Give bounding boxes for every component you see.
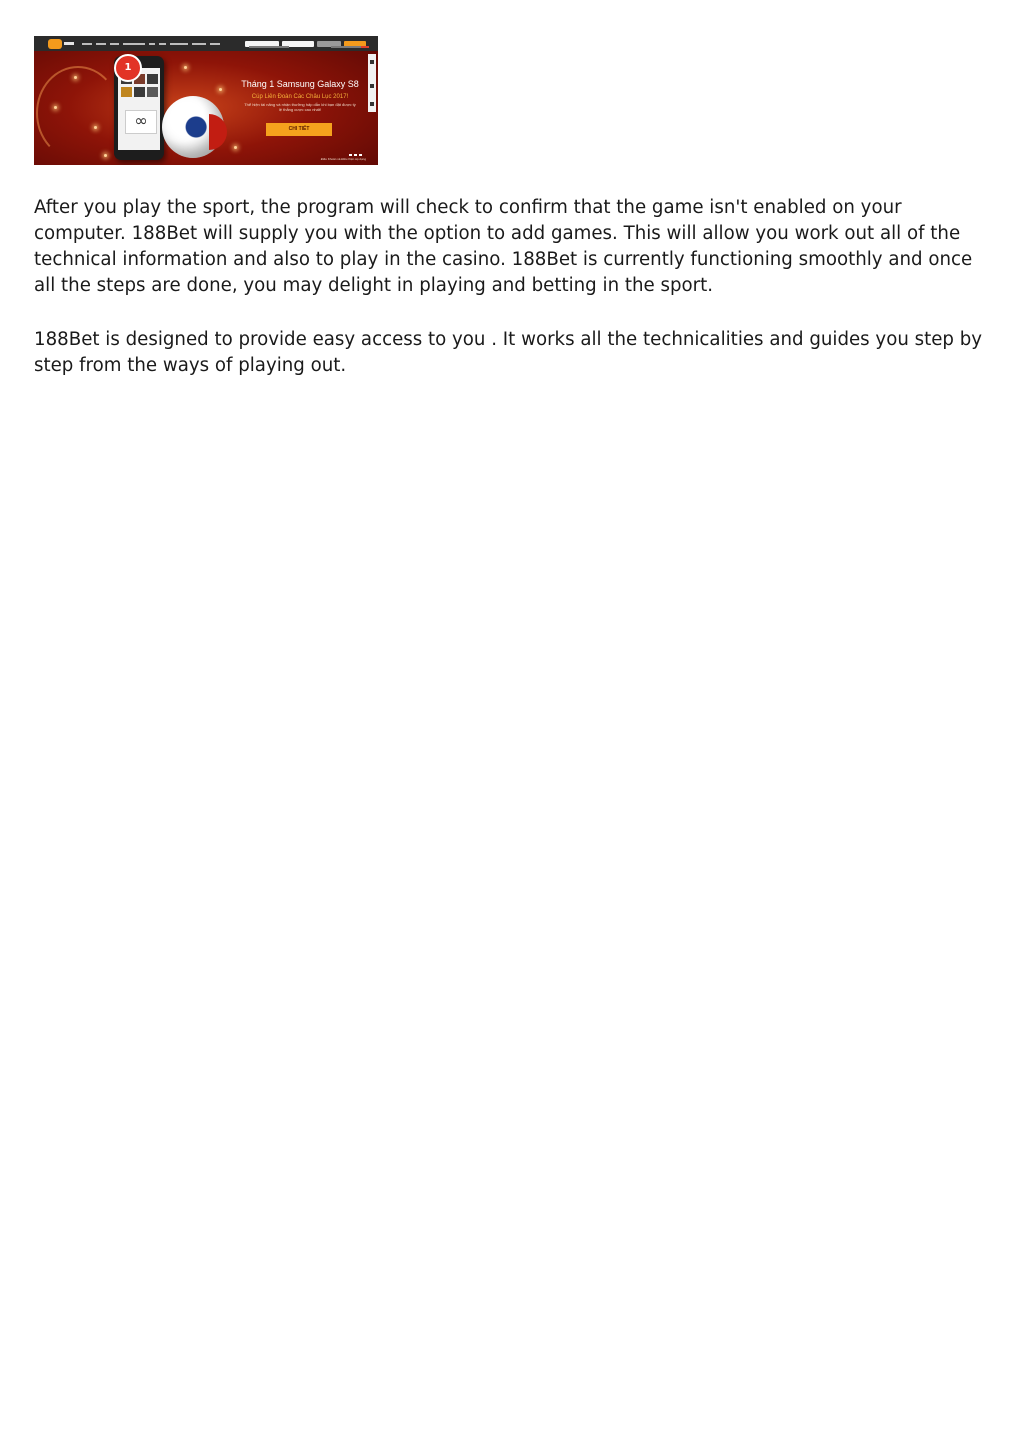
side-rail-icon: [370, 60, 374, 64]
decorative-swirl: [36, 66, 120, 160]
body-paragraph: After you play the sport, the program will check to confirm that the game isn't enabled on your computer. 188Bet will supply you with the option to add games. This will allow you work out all of the technical information and also to play in the casino. 188Bet is currently functioning smoothly and once all the steps are done, you may delight in playing and betting in the sport.: [34, 197, 973, 296]
terms-footer-text: Điều Khoản và Điều Kiện áp dụng: [320, 157, 366, 161]
brand-logo-icon: [48, 39, 62, 49]
sparkle-icon: [54, 106, 57, 109]
banner-nav-links: [82, 43, 220, 45]
promo-description: Thể hiện tài năng và nhận thưởng hấp dẫn khi bạn đặt được tỷ lệ thắng cược cao nhất!: [244, 102, 356, 112]
side-rail: [368, 54, 376, 112]
brand-logo-wordmark: [64, 42, 74, 45]
promo-title: Tháng 1 Samsung Galaxy S8: [241, 79, 359, 89]
promo-subtitle: Cúp Liên Đoàn Các Châu Lục 2017!: [251, 94, 349, 100]
sparkle-icon: [234, 146, 237, 149]
sparkle-icon: [184, 66, 187, 69]
sparkle-icon: [74, 76, 77, 79]
banner-nav-bar: [34, 36, 378, 51]
side-rail-icon: [370, 84, 374, 88]
banner-nav-subline: [249, 46, 369, 48]
body-paragraph: 188Bet is designed to provide easy access to you . It works all the technicalities and guides you step by step from the ways of playing out.: [34, 329, 983, 376]
carousel-dots[interactable]: [349, 154, 362, 156]
sparkle-icon: [94, 126, 97, 129]
side-rail-icon: [370, 102, 374, 106]
promo-number-badge: 1: [114, 54, 142, 82]
promo-banner-image[interactable]: [34, 36, 378, 165]
infinity-icon: ∞: [125, 110, 157, 134]
soccer-ball-accent: [209, 114, 227, 150]
details-button[interactable]: CHI TIẾT: [266, 123, 332, 136]
sparkle-icon: [104, 154, 107, 157]
sparkle-icon: [219, 88, 222, 91]
